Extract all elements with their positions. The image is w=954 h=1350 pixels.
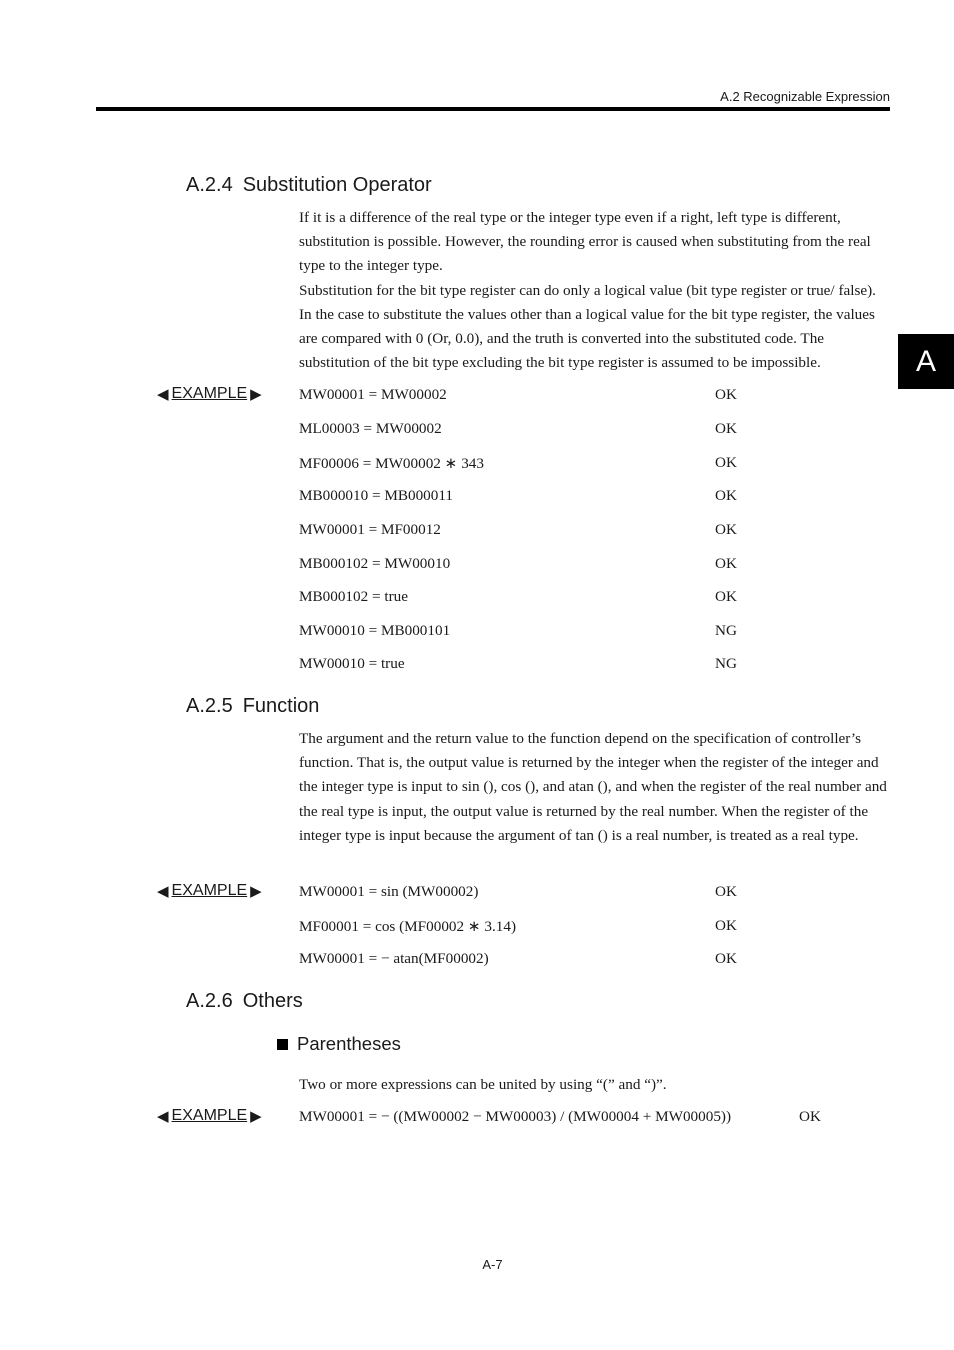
example-result: OK xyxy=(715,420,737,437)
right-triangle-icon: ▶ xyxy=(250,386,262,403)
section-heading-others xyxy=(186,990,303,1013)
example-label xyxy=(157,1107,262,1125)
example-expression: MW00001 = sin (MW00002) xyxy=(299,883,479,900)
substitution-description xyxy=(299,206,891,375)
example-result: OK xyxy=(715,454,737,471)
example-expression: ML00003 = MW00002 xyxy=(299,420,442,437)
example-expression: MB000010 = MB000011 xyxy=(299,487,453,504)
page-number: A-7 xyxy=(482,1257,503,1272)
example-expression: MW00001 = − atan(MF00002) xyxy=(299,950,489,967)
section-heading-function xyxy=(186,695,319,718)
example-result: OK xyxy=(715,588,737,605)
example-result: OK xyxy=(715,487,737,504)
square-bullet-icon xyxy=(277,1039,288,1050)
example-expression: MF00006 = MW00002 ∗ 343 xyxy=(299,455,484,472)
appendix-tab: A xyxy=(898,334,954,389)
example-expression: MW00010 = true xyxy=(299,655,405,672)
parentheses-description xyxy=(299,1073,891,1097)
function-description xyxy=(299,727,891,848)
section-number: A.2.5 xyxy=(186,695,233,717)
paragraph: If it is a difference of the real type or the integer type even if a right, left type is different, substitution is possible. However, the rounding error is caused when substituting from the real type to the integer type. xyxy=(299,209,871,275)
right-triangle-icon: ▶ xyxy=(250,1108,262,1125)
example-word: EXAMPLE xyxy=(171,882,248,899)
example-result: OK xyxy=(715,521,737,538)
paragraph: Substitution for the bit type register can do only a logical value (bit type register or true/ false). In the case to substitute the values other than a logical value for the bit type register, the values are compared with 0 (Or, 0.0), and the truth is converted into the substituted code. The substitution of the bit type excluding the bit type register is assumed to be impossible. xyxy=(299,281,876,372)
paragraph: The argument and the return value to the function depend on the specification of controller’s function. That is, the output value is returned by the integer when the register of the integer and the integer type is input to sin (), cos (), and atan (), and when the register of the real number and the real type is input, the output value is returned by the real number. When the register of the integer type is input because the argument of tan () is a real number, is treated as a real type. xyxy=(299,730,887,844)
right-triangle-icon: ▶ xyxy=(250,883,262,900)
left-triangle-icon: ◀ xyxy=(157,883,169,900)
example-word: EXAMPLE xyxy=(171,1107,248,1124)
example-result: OK xyxy=(715,555,737,572)
example-result: OK xyxy=(715,917,737,934)
paragraph: Two or more expressions can be united by using “(” and “)”. xyxy=(299,1076,667,1093)
example-expression: MB000102 = MW00010 xyxy=(299,555,451,572)
subsection-title: Parentheses xyxy=(297,1033,401,1054)
example-expression: MF00001 = cos (MF00002 ∗ 3.14) xyxy=(299,918,517,935)
section-title: Substitution Operator xyxy=(242,174,432,196)
header-rule xyxy=(96,107,890,111)
section-title: Function xyxy=(242,695,320,717)
example-result: OK xyxy=(715,883,737,900)
running-header: A.2 Recognizable Expression xyxy=(720,89,890,104)
section-heading-substitution xyxy=(186,174,432,197)
example-expression: MW00001 = MW00002 xyxy=(299,386,447,403)
example-result: NG xyxy=(715,655,737,672)
left-triangle-icon: ◀ xyxy=(157,1108,169,1125)
example-result: NG xyxy=(715,622,737,639)
subsection-heading-parentheses xyxy=(277,1033,401,1055)
example-label xyxy=(157,882,262,900)
section-number: A.2.6 xyxy=(186,990,233,1012)
example-result: OK xyxy=(715,386,737,403)
example-word: EXAMPLE xyxy=(171,385,248,402)
section-title: Others xyxy=(242,990,303,1012)
left-triangle-icon: ◀ xyxy=(157,386,169,403)
example-expression: MB000102 = true xyxy=(299,588,408,605)
example-expression: MW00001 = − ((MW00002 − MW00003) / (MW00004 + MW00005)) xyxy=(299,1108,732,1125)
example-result: OK xyxy=(715,950,737,967)
example-expression: MW00010 = MB000101 xyxy=(299,622,451,639)
example-label xyxy=(157,385,262,403)
section-number: A.2.4 xyxy=(186,174,233,196)
example-expression: MW00001 = MF00012 xyxy=(299,521,441,538)
example-result: OK xyxy=(799,1108,821,1125)
